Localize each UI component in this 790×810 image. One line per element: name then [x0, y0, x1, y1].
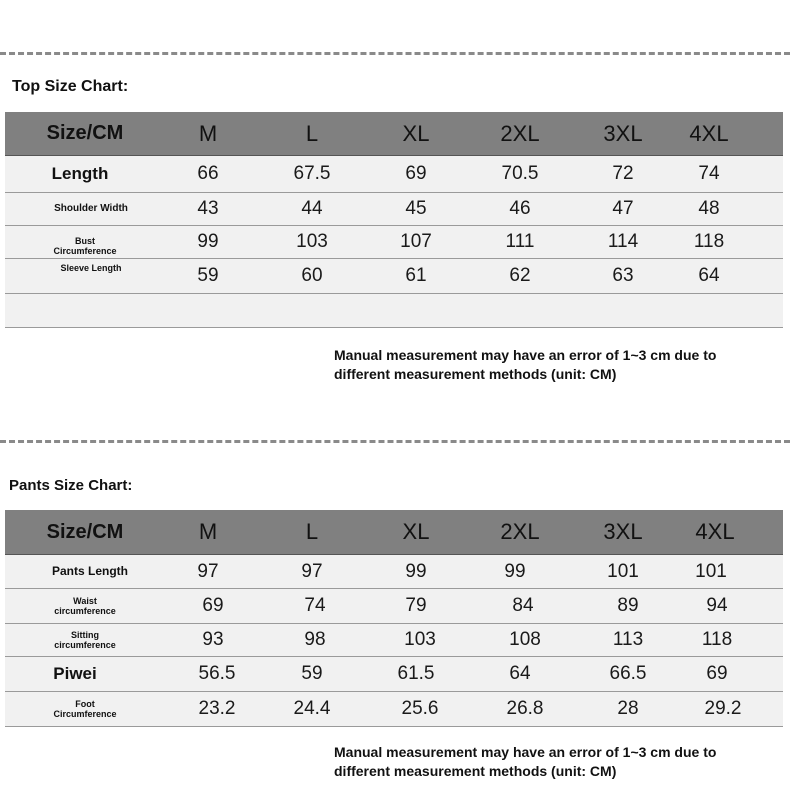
- cell-m: 43: [197, 198, 219, 219]
- table-row: [5, 193, 783, 226]
- cell-3xl: 114: [607, 231, 639, 252]
- row-label: Pants Length: [51, 563, 128, 578]
- cell-3xl: 47: [612, 198, 634, 219]
- cell-xl: 69: [405, 163, 427, 184]
- header-size-4xl: 4XL: [689, 120, 729, 146]
- row-label: Waist circumference: [54, 595, 116, 616]
- pants-table-header: [5, 510, 783, 555]
- cell-3xl: 63: [612, 265, 634, 286]
- top-divider: [0, 52, 790, 55]
- cell-2xl: 64: [509, 663, 531, 684]
- table-row: [5, 692, 783, 727]
- cell-3xl: 66.5: [609, 663, 647, 684]
- cell-4xl: 118: [701, 629, 733, 650]
- empty-row: [5, 294, 783, 328]
- pants-chart-title: Pants Size Chart:: [9, 477, 133, 494]
- cell-m: 23.2: [198, 698, 236, 719]
- table-row: [5, 657, 783, 692]
- cell-xl: 61.5: [397, 663, 435, 684]
- cell-4xl: 48: [698, 198, 720, 219]
- cell-m: 93: [202, 629, 224, 650]
- cell-l: 67.5: [293, 163, 331, 184]
- cell-3xl: 113: [612, 629, 644, 650]
- table-row: [5, 259, 783, 294]
- row-label: Piwei: [53, 664, 97, 684]
- table-row: [5, 555, 783, 589]
- cell-xl: 25.6: [401, 698, 439, 719]
- cell-m: 69: [202, 595, 224, 616]
- cell-xl: 79: [405, 595, 427, 616]
- cell-4xl: 64: [698, 265, 720, 286]
- cell-l: 44: [301, 198, 323, 219]
- measurement-note: Manual measurement may have an error of 1~3 cm due to different measurement methods (unit: CM): [334, 347, 717, 382]
- cell-l: 60: [301, 265, 323, 286]
- row-label: Foot Circumference: [53, 698, 117, 719]
- cell-xl: 99: [405, 560, 427, 582]
- cell-m: 59: [197, 265, 219, 286]
- cell-m: 56.5: [198, 663, 236, 684]
- cell-4xl: 69: [706, 663, 728, 684]
- header-size-2xl: 2XL: [500, 120, 540, 146]
- cell-l: 98: [304, 629, 326, 650]
- header-size-2xl: 2XL: [500, 519, 540, 544]
- measurement-note: Manual measurement may have an error of 1~3 cm due to different measurement methods (unit: CM): [334, 744, 717, 779]
- header-size-3xl: 3XL: [603, 519, 643, 544]
- table-row: [5, 156, 783, 193]
- row-label: Shoulder Width: [54, 203, 128, 215]
- cell-2xl: 111: [505, 231, 535, 252]
- header-size-xl: XL: [402, 120, 430, 146]
- cell-l: 74: [304, 595, 326, 616]
- cell-2xl: 62: [509, 265, 531, 286]
- table-row: [5, 226, 783, 259]
- cell-xl: 107: [400, 231, 432, 252]
- cell-3xl: 28: [617, 698, 639, 719]
- header-size-3xl: 3XL: [603, 120, 643, 146]
- header-size-l: L: [305, 519, 319, 544]
- cell-3xl: 72: [612, 163, 634, 184]
- row-label: Bust Circumference: [53, 235, 117, 256]
- cell-xl: 61: [405, 265, 427, 286]
- cell-4xl: 94: [706, 595, 728, 616]
- header-size-xl: XL: [402, 519, 430, 544]
- cell-l: 103: [296, 231, 328, 252]
- cell-m: 66: [197, 163, 219, 184]
- cell-3xl: 89: [617, 595, 639, 616]
- header-label: Size/CM: [46, 122, 124, 144]
- table-row: [5, 624, 783, 657]
- cell-2xl: 108: [509, 629, 541, 650]
- header-size-m: M: [198, 519, 218, 544]
- cell-3xl: 101: [607, 560, 639, 582]
- header-size-m: M: [198, 120, 218, 146]
- cell-l: 97: [301, 560, 323, 582]
- cell-2xl: 84: [512, 595, 534, 616]
- cell-4xl: 74: [698, 163, 720, 184]
- top-table-header: [5, 112, 783, 156]
- cell-2xl: 99: [504, 560, 526, 582]
- cell-l: 24.4: [293, 698, 331, 719]
- cell-xl: 103: [404, 629, 436, 650]
- cell-m: 99: [197, 231, 219, 252]
- header-label: Size/CM: [46, 520, 124, 543]
- header-size-l: L: [305, 120, 319, 146]
- row-label: Sleeve Length: [60, 263, 122, 273]
- cell-4xl: 101: [695, 560, 727, 582]
- pants-divider: [0, 440, 790, 443]
- cell-2xl: 26.8: [506, 698, 544, 719]
- row-label: Length: [51, 164, 109, 184]
- cell-4xl: 118: [693, 231, 725, 252]
- cell-4xl: 29.2: [704, 698, 742, 719]
- cell-xl: 45: [405, 198, 427, 219]
- row-label: Sitting circumference: [54, 629, 116, 650]
- cell-l: 59: [301, 663, 323, 684]
- table-row: [5, 589, 783, 624]
- top-chart-title: Top Size Chart:: [12, 78, 129, 95]
- header-size-4xl: 4XL: [695, 519, 735, 544]
- cell-2xl: 46: [509, 198, 531, 219]
- cell-m: 97: [197, 560, 219, 582]
- cell-2xl: 70.5: [501, 163, 539, 184]
